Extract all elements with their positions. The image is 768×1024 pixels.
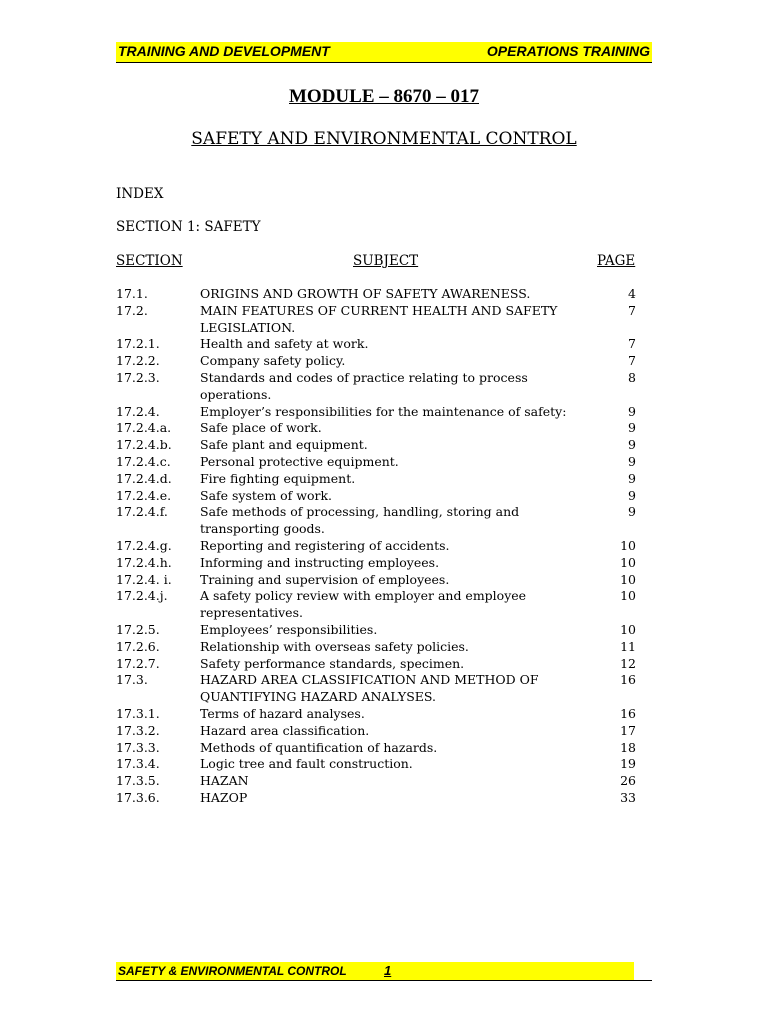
toc-subject: HAZARD AREA CLASSIFICATION AND METHOD OF QUANTIFYING HAZARD ANALYSES. [200, 672, 539, 705]
toc-section-number: 17.2.4.c. [116, 453, 171, 469]
toc-page-number: 9 [628, 470, 636, 486]
footer-text: SAFETY & ENVIRONMENTAL CONTROL [118, 964, 347, 978]
toc-entry [116, 286, 636, 303]
toc-subject: Reporting and registering of accidents. [200, 537, 450, 553]
toc-page-number: 10 [620, 537, 636, 553]
toc-subject: Fire fighting equipment. [200, 470, 356, 486]
toc-subject: HAZOP [200, 789, 248, 805]
toc-subject: Terms of hazard analyses. [200, 705, 365, 721]
toc-subject: Hazard area classification. [200, 722, 370, 738]
toc-subject: MAIN FEATURES OF CURRENT HEALTH AND SAFETY LEGISLATION. [200, 302, 558, 335]
toc-section-number: 17.2.4.a. [116, 420, 172, 436]
toc-subject: Training and supervision of employees. [200, 571, 450, 587]
toc-entry [116, 740, 636, 757]
toc-section-number: 17.3. [116, 672, 148, 688]
toc-entry [116, 756, 636, 773]
toc-section-number: 17.2.4.e. [116, 487, 172, 503]
header-right-text: OPERATIONS TRAINING [486, 43, 650, 59]
toc-entry [116, 454, 636, 471]
toc-section-number: 17.2.4.j. [116, 588, 168, 604]
toc-entry [116, 303, 636, 337]
toc-subject: Company safety policy. [200, 353, 346, 369]
toc-page-number: 8 [628, 369, 636, 385]
toc-section-number: 17.2.3. [116, 369, 160, 385]
toc-entry [116, 538, 636, 555]
toc-section-number: 17.2.4.f. [116, 504, 168, 520]
toc-section-number: 17.2.5. [116, 621, 160, 637]
toc-subject: ORIGINS AND GROWTH OF SAFETY AWARENESS. [200, 286, 531, 301]
toc-subject: Employer’s responsibilities for the maintenance of safety: [200, 403, 567, 419]
toc-subject: Logic tree and fault construction. [200, 756, 413, 772]
column-header-section: SECTION [116, 253, 183, 269]
toc-entry [116, 723, 636, 740]
toc-page-number: 26 [620, 773, 636, 789]
toc-entry [116, 706, 636, 723]
toc-page-number: 9 [628, 403, 636, 419]
toc-subject: Safe system of work. [200, 487, 333, 503]
toc-entry [116, 437, 636, 454]
toc-subject: Personal protective equipment. [200, 453, 399, 469]
toc-section-number: 17.2.4. [116, 403, 160, 419]
table-of-contents [116, 286, 636, 807]
toc-subject: Methods of quantification of hazards. [200, 739, 438, 755]
toc-entry [116, 639, 636, 656]
toc-section-number: 17.2.4.g. [116, 537, 172, 553]
toc-page-number: 9 [628, 487, 636, 503]
toc-page-number: 10 [620, 571, 636, 587]
toc-subject: Safe plant and equipment. [200, 437, 368, 453]
toc-section-number: 17.1. [116, 286, 148, 301]
toc-entry [116, 588, 636, 622]
toc-entry [116, 504, 636, 538]
toc-page-number: 18 [620, 739, 636, 755]
running-header [116, 42, 652, 63]
toc-section-number: 17.2.6. [116, 638, 160, 654]
toc-entry [116, 370, 636, 404]
toc-subject: Standards and codes of practice relating to process operations. [200, 369, 528, 402]
toc-page-number: 33 [620, 789, 636, 805]
toc-page-number: 16 [620, 672, 636, 688]
toc-section-number: 17.2.7. [116, 655, 160, 671]
toc-section-number: 17.2.4.h. [116, 554, 172, 570]
toc-subject: Relationship with overseas safety policies. [200, 638, 469, 654]
toc-entry [116, 336, 636, 353]
toc-subject: Safe place of work. [200, 420, 322, 436]
toc-section-number: 17.2.4.b. [116, 437, 172, 453]
toc-section-number: 17.2.4. i. [116, 571, 172, 587]
module-title: MODULE – 8670 – 017 [289, 86, 479, 107]
document-title: SAFETY AND ENVIRONMENTAL CONTROL [191, 129, 577, 149]
toc-subject: Informing and instructing employees. [200, 554, 440, 570]
toc-section-number: 17.3.2. [116, 722, 160, 738]
toc-entry [116, 572, 636, 589]
toc-section-number: 17.3.4. [116, 756, 160, 772]
toc-page-number: 10 [620, 554, 636, 570]
toc-page-number: 7 [628, 336, 636, 352]
section-heading: SECTION 1: SAFETY [116, 219, 261, 235]
toc-page-number: 10 [620, 588, 636, 604]
toc-page-number: 4 [628, 286, 636, 301]
toc-entry [116, 353, 636, 370]
toc-page-number: 9 [628, 453, 636, 469]
toc-page-number: 9 [628, 420, 636, 436]
toc-entry [116, 555, 636, 572]
toc-entry [116, 488, 636, 505]
toc-entry [116, 471, 636, 488]
toc-subject: Safe methods of processing, handling, storing and transporting goods. [200, 504, 520, 537]
toc-section-number: 17.3.1. [116, 705, 160, 721]
toc-entry [116, 672, 636, 706]
toc-section-number: 17.2.2. [116, 353, 160, 369]
toc-page-number: 7 [628, 302, 636, 318]
toc-page-number: 9 [628, 437, 636, 453]
toc-subject: HAZAN [200, 773, 249, 789]
toc-section-number: 17.2.1. [116, 336, 160, 352]
footer-page-number: 1 [384, 963, 392, 978]
toc-subject: Safety performance standards, specimen. [200, 655, 465, 671]
index-heading: INDEX [116, 186, 164, 202]
toc-section-number: 17.3.5. [116, 773, 160, 789]
toc-section-number: 17.2.4.d. [116, 470, 172, 486]
column-header-page: PAGE [597, 253, 636, 269]
toc-entry [116, 790, 636, 807]
column-header-subject: SUBJECT [353, 253, 419, 269]
toc-section-number: 17.2. [116, 302, 148, 318]
toc-page-number: 17 [620, 722, 636, 738]
toc-entry [116, 622, 636, 639]
toc-entry [116, 404, 636, 421]
toc-subject: Employees’ responsibilities. [200, 621, 378, 637]
toc-entry [116, 773, 636, 790]
toc-section-number: 17.3.3. [116, 739, 160, 755]
toc-page-number: 7 [628, 353, 636, 369]
running-footer [116, 962, 652, 981]
toc-page-number: 9 [628, 504, 636, 520]
toc-subject: A safety policy review with employer and employee representatives. [200, 588, 527, 621]
toc-page-number: 19 [620, 756, 636, 772]
toc-subject: Health and safety at work. [200, 336, 369, 352]
header-left-text: TRAINING AND DEVELOPMENT [118, 43, 330, 59]
toc-page-number: 12 [620, 655, 636, 671]
toc-page-number: 16 [620, 705, 636, 721]
toc-page-number: 11 [620, 638, 636, 654]
toc-entry [116, 656, 636, 673]
toc-entry [116, 420, 636, 437]
toc-section-number: 17.3.6. [116, 789, 160, 805]
toc-page-number: 10 [620, 621, 636, 637]
